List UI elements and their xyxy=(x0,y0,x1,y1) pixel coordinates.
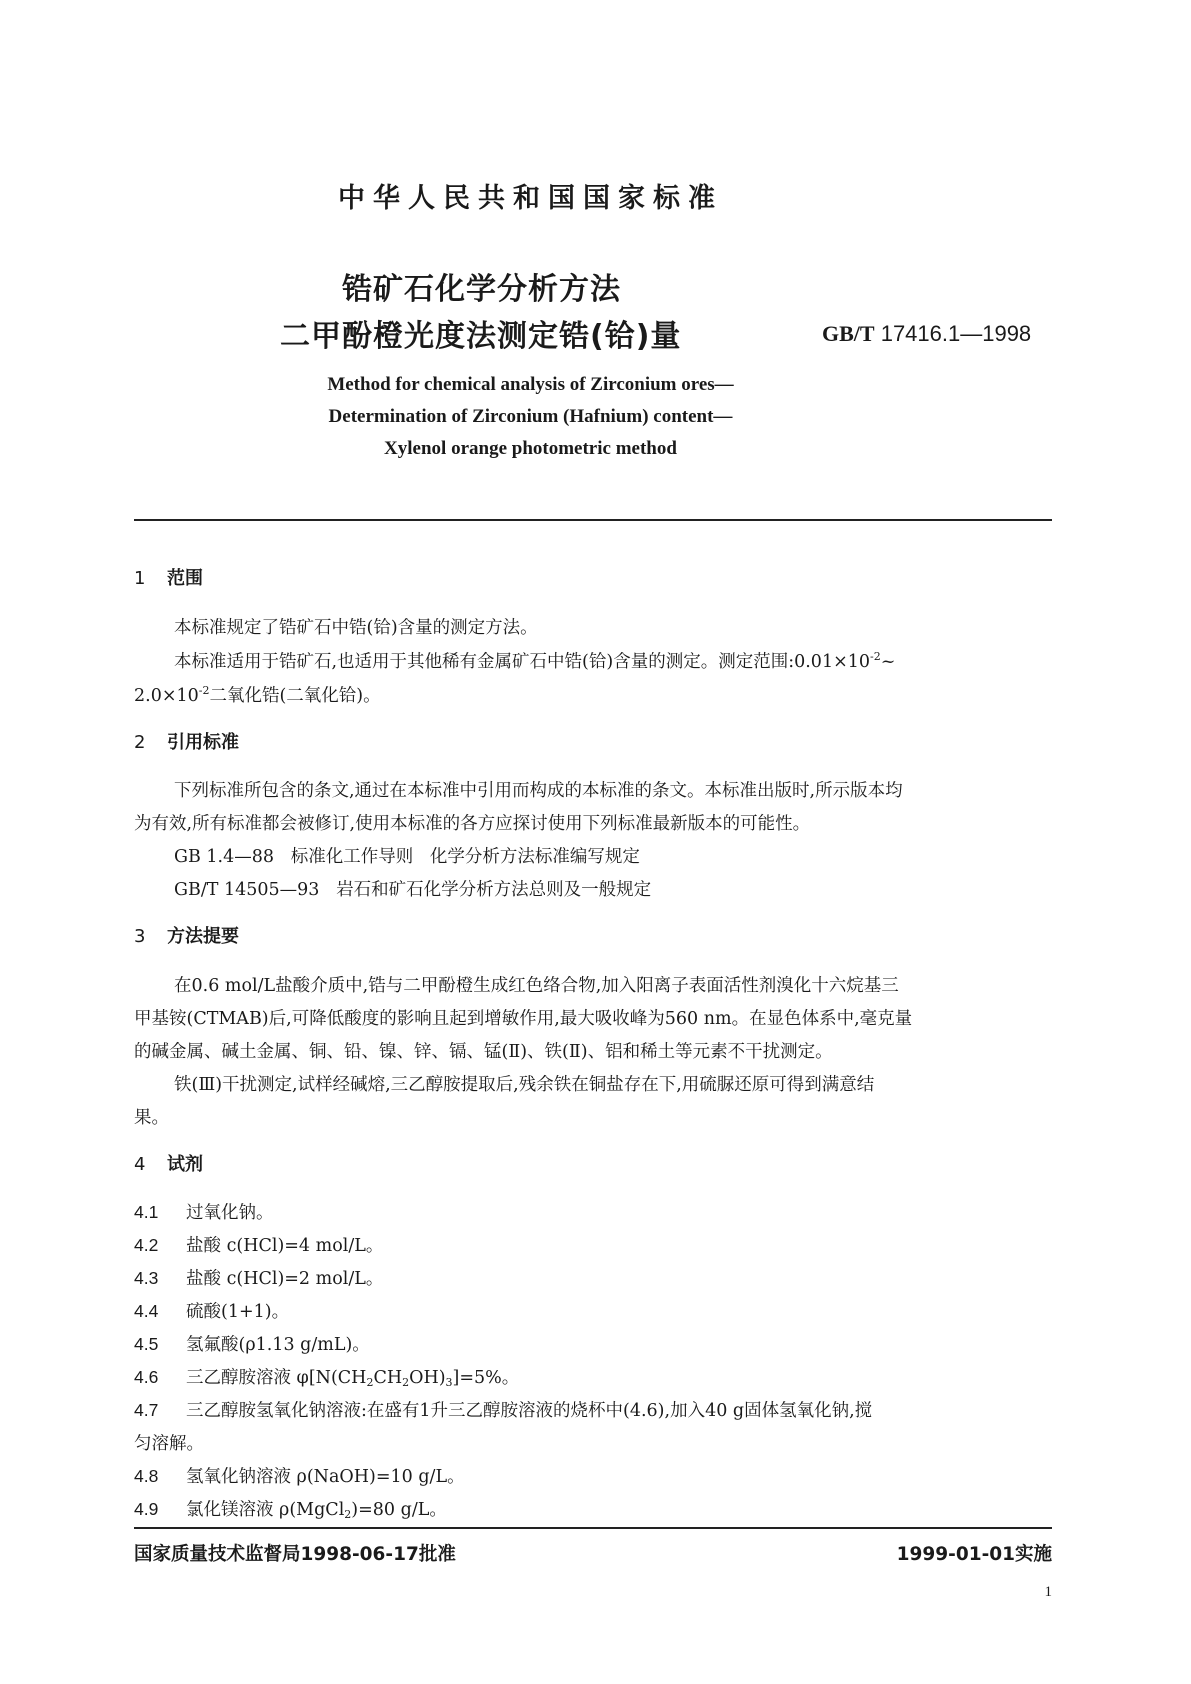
item-number: 4.9 xyxy=(134,1499,159,1519)
text-run: 氯化镁溶液 ρ(MgCl xyxy=(186,1500,345,1520)
section-title: 方法提要 xyxy=(167,926,239,947)
text-run: OH) xyxy=(409,1368,446,1388)
item-number: 4.3 xyxy=(134,1268,159,1288)
reagent-item xyxy=(134,1265,383,1290)
reagent-item xyxy=(134,1232,383,1257)
text-run: CH xyxy=(373,1368,403,1388)
standard-number xyxy=(822,321,1031,347)
text-run: ~ xyxy=(880,652,896,672)
item-text: 盐酸 c(HCl)=2 mol/L。 xyxy=(186,1269,384,1289)
item-number: 4.6 xyxy=(134,1367,159,1387)
section-3-paragraph-2-line1: 铁(Ⅲ)干扰测定,试样经碱熔,三乙醇胺提取后,残余铁在铜盐存在下,用硫脲还原可得到满意结 xyxy=(174,1075,875,1095)
standard-code: 17416.1—1998 xyxy=(880,321,1032,346)
superscript: -2 xyxy=(870,650,881,663)
section-3-heading xyxy=(134,922,239,948)
item-number: 4.2 xyxy=(134,1235,159,1255)
text-run: 二氧化锆(二氧化铪)。 xyxy=(209,686,381,706)
standard-prefix: GB/T xyxy=(822,321,875,346)
item-number: 4.7 xyxy=(134,1400,159,1420)
approval-date: 国家质量技术监督局1998-06-17批准 xyxy=(134,1544,456,1565)
reagent-item xyxy=(134,1364,519,1389)
text-run: 本标准适用于锆矿石,也适用于其他稀有金属矿石中锆(铪)含量的测定。测定范围:0.01×10 xyxy=(174,652,871,672)
reagent-item xyxy=(134,1298,289,1323)
section-2-paragraph-line2: 为有效,所有标准都会被修订,使用本标准的各方应探讨使用下列标准最新版本的可能性。 xyxy=(134,814,811,834)
section-number: 2 xyxy=(134,732,146,753)
section-title: 引用标准 xyxy=(167,732,239,753)
section-1-paragraph-1: 本标准规定了锆矿石中锆(铪)含量的测定方法。 xyxy=(174,618,538,638)
english-title-line3: Xylenol orange photometric method xyxy=(384,438,677,459)
item-number: 4.4 xyxy=(134,1301,159,1321)
reagent-item-cont: 匀溶解。 xyxy=(134,1434,204,1454)
section-number: 4 xyxy=(134,1154,146,1175)
subscript: 2 xyxy=(366,1376,374,1389)
item-text: 过氧化钠。 xyxy=(186,1203,274,1223)
section-2-heading xyxy=(134,728,239,754)
subscript: 3 xyxy=(445,1376,453,1389)
section-title: 试剂 xyxy=(167,1154,203,1175)
superscript: -2 xyxy=(198,684,210,697)
text-run: ]=5%。 xyxy=(452,1368,520,1388)
section-1-paragraph-2-cont xyxy=(134,682,381,707)
section-3-paragraph-1-line3: 的碱金属、碱土金属、铜、铅、镍、锌、镉、锰(Ⅱ)、铁(Ⅱ)、铝和稀土等元素不干扰测定。 xyxy=(134,1042,833,1062)
english-title-line1: Method for chemical analysis of Zirconium ores— xyxy=(327,374,734,395)
section-title: 范围 xyxy=(167,568,203,589)
reagent-item xyxy=(134,1199,274,1224)
section-number: 3 xyxy=(134,926,146,947)
section-2-paragraph-line1: 下列标准所包含的条文,通过在本标准中引用而构成的本标准的条文。本标准出版时,所示版本均 xyxy=(174,781,903,801)
section-number: 1 xyxy=(134,568,146,589)
text-run: 三乙醇胺溶液 φ[N(CH xyxy=(186,1368,367,1388)
subscript: 2 xyxy=(402,1376,410,1389)
page-number: 1 xyxy=(1044,1584,1052,1600)
reagent-item xyxy=(134,1496,447,1521)
reference-gbt-14505: GB/T 14505—93 岩石和矿石化学分析方法总则及一般规定 xyxy=(174,880,652,900)
item-text xyxy=(186,1368,519,1388)
section-4-heading xyxy=(134,1150,203,1176)
section-1-paragraph-2 xyxy=(174,648,895,673)
section-3-paragraph-1-line2: 甲基铵(CTMAB)后,可降低酸度的影响且起到增敏作用,最大吸收峰为560 nm。在显色体系中,毫克量 xyxy=(134,1009,913,1029)
chinese-title-line2: 二甲酚橙光度法测定锆(铪)量 xyxy=(280,319,682,354)
item-text: 硫酸(1+1)。 xyxy=(186,1302,290,1322)
reagent-item xyxy=(134,1463,465,1488)
effective-date: 1999-01-01实施 xyxy=(896,1544,1052,1565)
section-3-paragraph-1-line1: 在0.6 mol/L盐酸介质中,锆与二甲酚橙生成红色络合物,加入阳离子表面活性剂溴化十六烷基三 xyxy=(174,976,899,996)
english-title-line2: Determination of Zirconium (Hafnium) content— xyxy=(328,406,733,427)
section-1-heading xyxy=(134,564,203,590)
item-text: 盐酸 c(HCl)=4 mol/L。 xyxy=(186,1236,384,1256)
item-number: 4.1 xyxy=(134,1202,159,1222)
item-text: 三乙醇胺氢氧化钠溶液:在盛有1升三乙醇胺溶液的烧杯中(4.6),加入40 g固体氢氧化钠,搅 xyxy=(186,1401,873,1421)
item-text xyxy=(186,1500,447,1520)
item-text: 氢氟酸(ρ1.13 g/mL)。 xyxy=(186,1335,370,1355)
reagent-item xyxy=(134,1397,872,1422)
text-run: 2.0×10 xyxy=(134,686,199,706)
item-text: 氢氧化钠溶液 ρ(NaOH)=10 g/L。 xyxy=(186,1467,465,1487)
item-number: 4.8 xyxy=(134,1466,159,1486)
chinese-title-line1: 锆矿石化学分析方法 xyxy=(342,272,621,307)
header-divider xyxy=(134,519,1052,521)
footer-divider xyxy=(134,1527,1052,1529)
section-3-paragraph-2-line2: 果。 xyxy=(134,1108,169,1128)
text-run: )=80 g/L。 xyxy=(351,1500,447,1520)
subscript: 2 xyxy=(344,1508,352,1521)
item-number: 4.5 xyxy=(134,1334,159,1354)
reference-gb-1-4: GB 1.4—88 标准化工作导则 化学分析方法标准编写规定 xyxy=(174,847,640,867)
reagent-item xyxy=(134,1331,370,1356)
national-standard-heading: 中华人民共和国国家标准 xyxy=(338,183,723,214)
